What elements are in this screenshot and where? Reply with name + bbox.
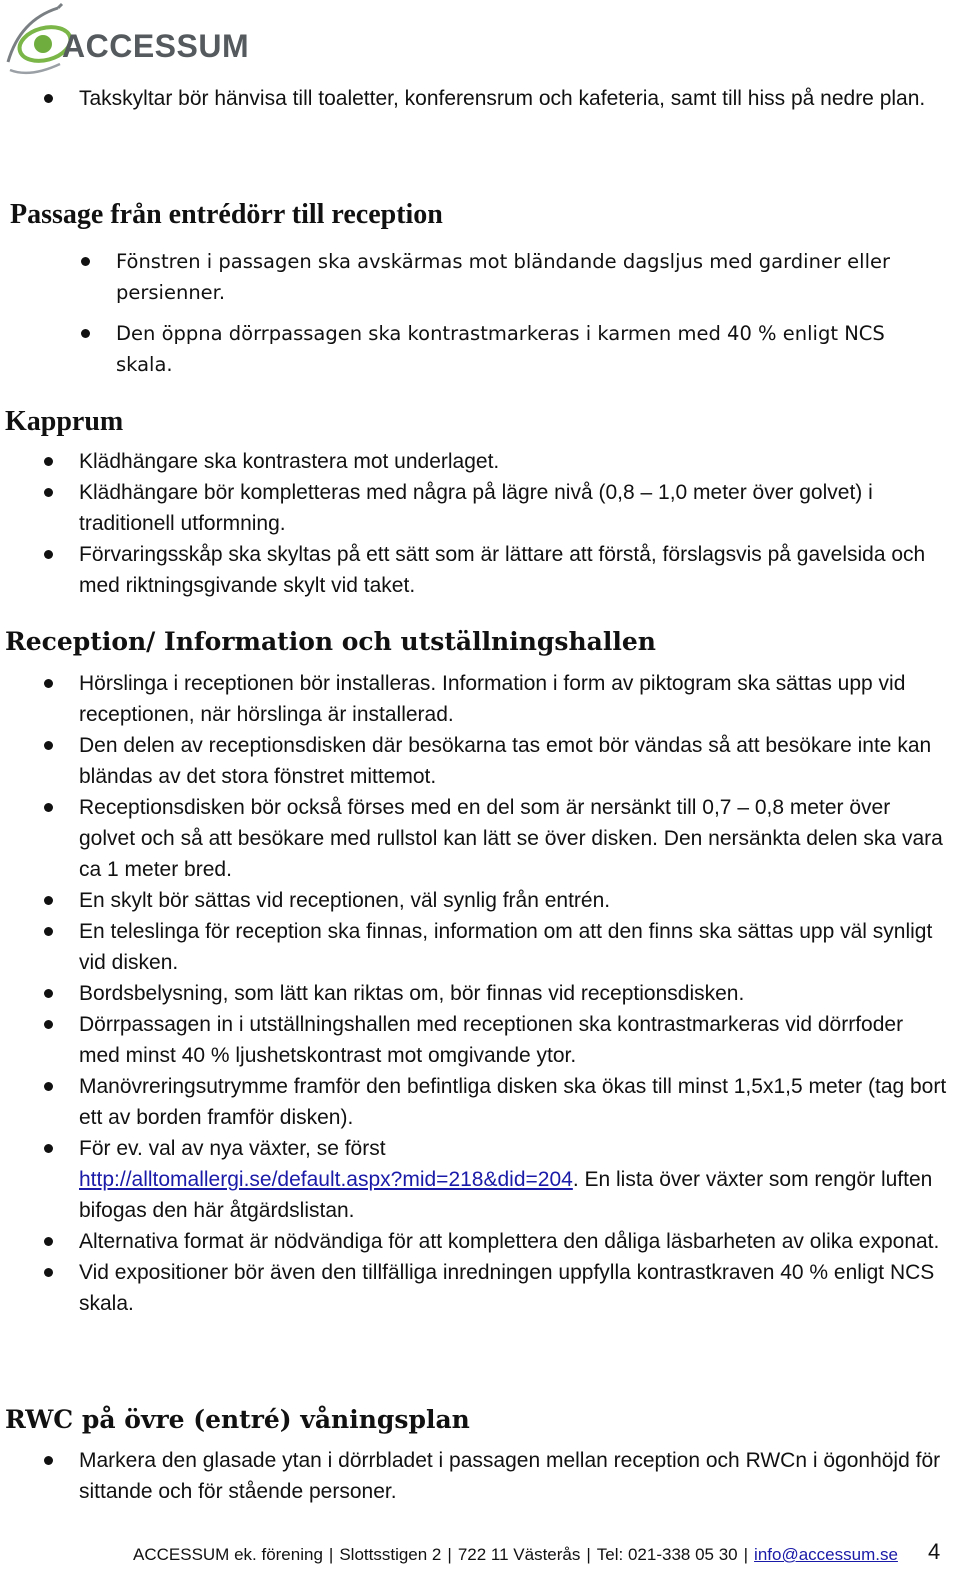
page-footer xyxy=(133,1543,943,1567)
bullet-icon xyxy=(44,94,53,103)
list-item: Fönstren i passagen ska avskärmas mot bländande dagsljus med gardiner eller persienner. xyxy=(116,246,936,308)
list-item: Markera den glasade ytan i dörrbladet i passagen mellan reception och RWCn i ögonhöjd för sittande och för stående personer. xyxy=(79,1445,949,1507)
bullet-icon xyxy=(44,488,53,497)
section-title-passage: Passage från entrédörr till reception xyxy=(10,199,443,230)
bullet-icon xyxy=(81,329,90,338)
bullet-icon xyxy=(44,679,53,688)
bullet-icon xyxy=(44,927,53,936)
accessum-logo xyxy=(0,0,270,80)
footer-city: 722 11 Västerås xyxy=(457,1545,581,1564)
list-item: Manövreringsutrymme framför den befintliga disken ska ökas till minst 1,5x1,5 meter (tag bort ett av borden framför disken). xyxy=(79,1071,949,1133)
bullet-icon xyxy=(44,1456,53,1465)
bullet-icon xyxy=(44,457,53,466)
footer-org: ACCESSUM ek. förening xyxy=(133,1545,323,1564)
bullet-icon xyxy=(44,1268,53,1277)
bullet-icon xyxy=(44,1144,53,1153)
bullet-icon xyxy=(44,1237,53,1246)
list-item: Hörslinga i receptionen bör installeras. Information i form av piktogram ska sättas upp vid receptionen, när hörslinga är installerad. xyxy=(79,668,949,730)
footer-separator: | xyxy=(328,1545,334,1564)
bullet-icon xyxy=(44,741,53,750)
list-item: Förvaringsskåp ska skyltas på ett sätt som är lättare att förstå, förslagsvis på gavelsida och med riktningsgivande skylt vid taket. xyxy=(79,539,949,601)
section-title-kapprum: Kapprum xyxy=(5,406,124,437)
page-number: 4 xyxy=(928,1539,941,1564)
bullet-icon xyxy=(44,896,53,905)
kapprum-list xyxy=(79,446,949,601)
list-item: Receptionsdisken bör också förses med en del som är nersänkt till 0,7 – 0,8 meter över golvet och så att besökare med rullstol kan lätt se över disken. Den nersänkta delen ska vara ca 1 meter bred. xyxy=(79,792,949,885)
bullet-icon xyxy=(44,550,53,559)
bullet-icon xyxy=(44,803,53,812)
footer-separator: | xyxy=(586,1545,591,1564)
list-item: Dörrpassagen in i utställningshallen med receptionen ska kontrastmarkeras vid dörrfoder med minst 40 % ljushetskontrast mot omgivande ytor. xyxy=(79,1009,949,1071)
list-item: Takskyltar bör hänvisa till toaletter, konferensrum och kafeteria, samt till hiss på nedre plan. xyxy=(79,83,949,114)
bullet-icon xyxy=(44,1020,53,1029)
bullet-icon xyxy=(44,1082,53,1091)
passage-list xyxy=(116,246,936,380)
list-item: Alternativa format är nödvändiga för att komplettera den dåliga läsbarheten av olika exponat. xyxy=(79,1226,949,1257)
list-item: Klädhängare ska kontrastera mot underlaget. xyxy=(79,446,949,477)
list-item-plants: För ev. val av nya växter, se först http://alltomallergi.se/default.aspx?mid=218&did=204. En lista över växter som rengör luften bifogas den här åtgärdslistan. xyxy=(79,1133,949,1226)
section-title-reception: Reception/ Information och utställningshallen xyxy=(5,627,656,656)
logo-text: ACCESSUM xyxy=(62,28,250,64)
intro-list xyxy=(79,83,949,114)
list-item: Den öppna dörrpassagen ska kontrastmarkeras i karmen med 40 % enligt NCS skala. xyxy=(116,318,936,380)
plants-link[interactable]: http://alltomallergi.se/default.aspx?mid=218&did=204 xyxy=(79,1168,573,1191)
footer-phone: Tel: 021-338 05 30 xyxy=(596,1545,738,1564)
footer-address: Slottsstigen 2 xyxy=(339,1545,442,1564)
list-item: En skylt bör sättas vid receptionen, väl synlig från entrén. xyxy=(79,885,949,916)
bullet-icon xyxy=(44,989,53,998)
reception-list xyxy=(79,668,949,1319)
bullet-icon xyxy=(81,257,90,266)
list-item: Bordsbelysning, som lätt kan riktas om, bör finnas vid receptionsdisken. xyxy=(79,978,949,1009)
footer-separator: | xyxy=(447,1545,452,1564)
list-item: Vid expositioner bör även den tillfälliga inredningen uppfylla kontrastkraven 40 % enligt NCS skala. xyxy=(79,1257,949,1319)
footer-email-link[interactable]: info@accessum.se xyxy=(754,1545,898,1564)
rwc-list xyxy=(79,1445,949,1507)
section-title-rwc: RWC på övre (entré) våningsplan xyxy=(5,1405,470,1434)
footer-separator: | xyxy=(743,1545,749,1564)
list-item: Klädhängare bör kompletteras med några på lägre nivå (0,8 – 1,0 meter över golvet) i traditionell utformning. xyxy=(79,477,949,539)
list-item: Den delen av receptionsdisken där besökarna tas emot bör vändas så att besökare inte kan bländas av det stora fönstret mittemot. xyxy=(79,730,949,792)
list-item: En teleslinga för reception ska finnas, information om att den finns ska sättas upp väl synligt vid disken. xyxy=(79,916,949,978)
